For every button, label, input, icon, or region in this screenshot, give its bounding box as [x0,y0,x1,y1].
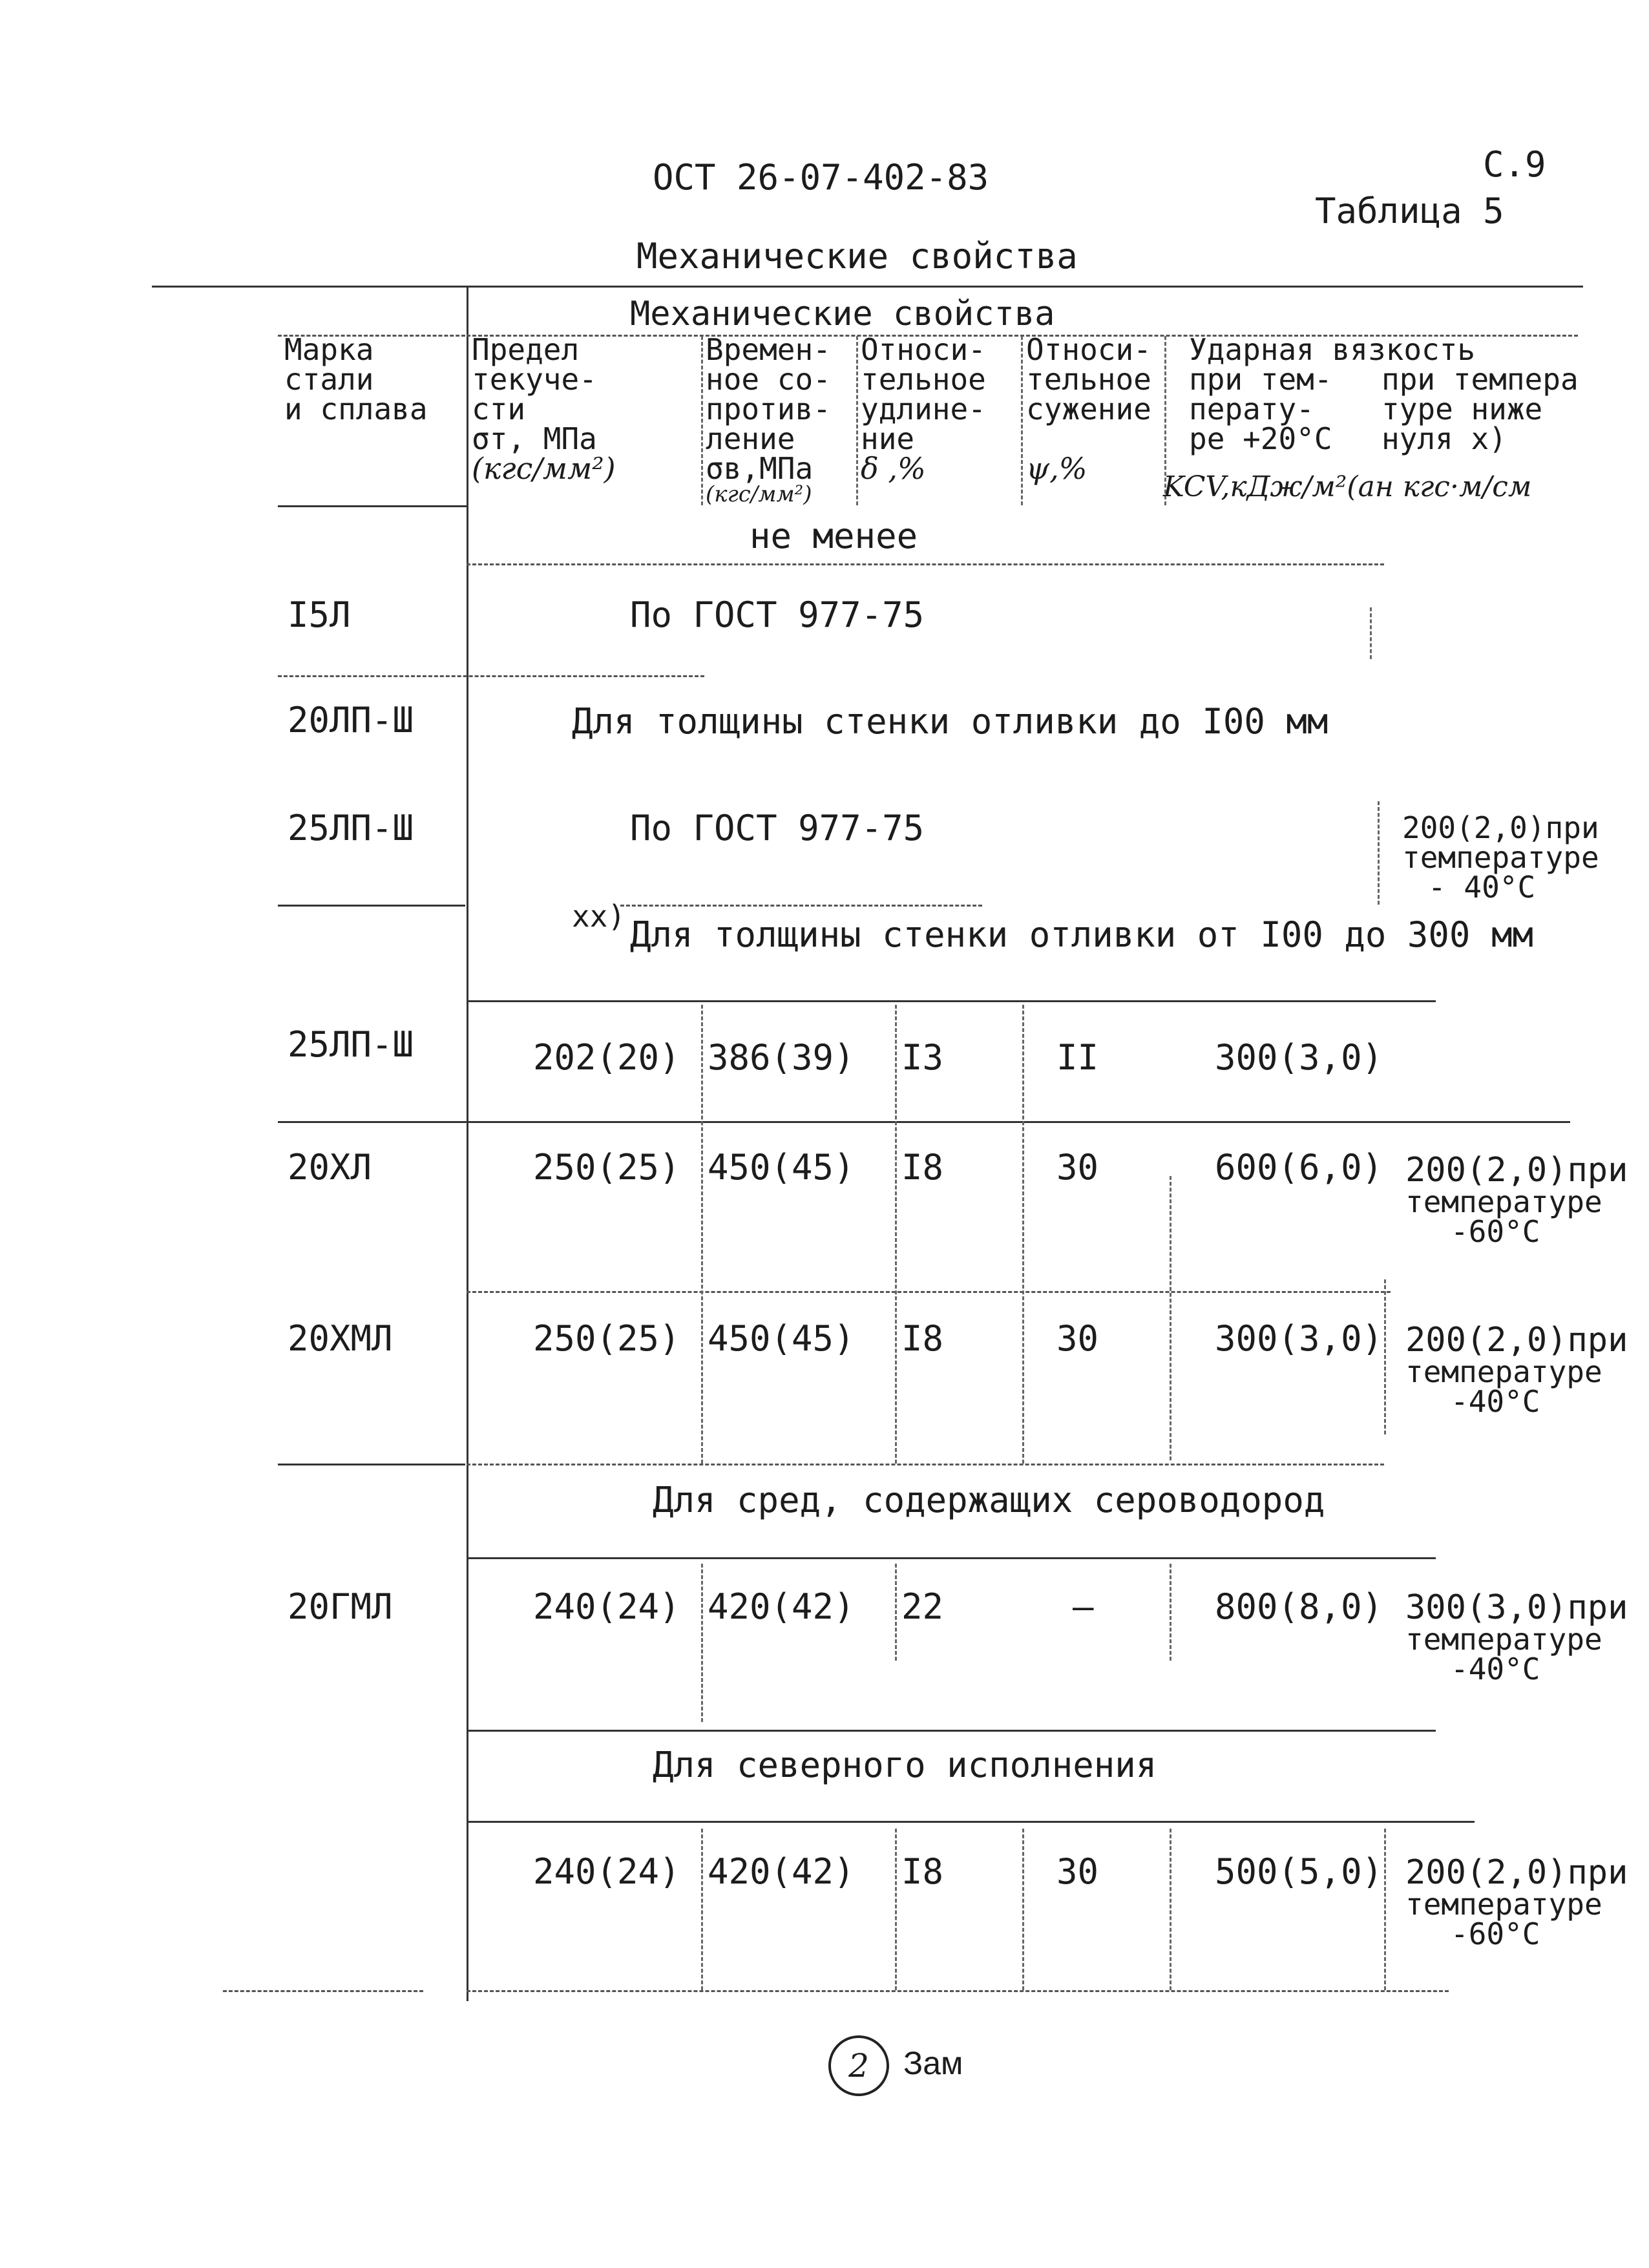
narrowing-value: II [1056,1037,1099,1078]
row-rule [467,1291,1391,1293]
narrowing-value: 30 [1056,1318,1099,1359]
revision-label: Зам [903,2045,963,2081]
section-heading: Для сред, содержащих сероводород [653,1480,1325,1520]
yield-value: 240(24) [533,1586,680,1627]
grade-20lp-sh: 20ЛП-Ш [288,700,414,740]
row-rule [467,1464,1384,1465]
row-rule [467,1000,1436,1002]
min-values-note: не менее [750,516,918,556]
min-row-rule [467,563,1384,565]
table-title: Механические свойства [636,236,1078,277]
row-rule [467,1821,1475,1823]
impact-negative-value: 200(2,0)при температуре - 40°С [1402,810,1599,905]
col-divider [895,1564,897,1661]
impact-20-value: 600(6,0) [1215,1147,1383,1188]
impact-20-value: 300(3,0) [1215,1037,1383,1078]
row-rule [620,905,982,907]
table-top-rule [152,286,1583,288]
impact-negative-value: 200(2,0)при температуре -40°С [1405,1321,1628,1419]
col-divider [1384,1279,1386,1434]
elongation-value: 22 [901,1586,944,1627]
bottom-rule [467,1990,1449,1992]
revision-circle: 2 [828,2035,889,2096]
row-rule [278,1464,465,1465]
header-bottom-rule [278,505,467,507]
row-rule [278,675,704,677]
impact-header: Ударная вязкость [1189,332,1476,367]
table-label: Таблица 5 [1315,191,1504,231]
impact-20-value: 500(5,0) [1215,1851,1383,1892]
header-divider [701,336,703,505]
col-divider [1022,1829,1024,1990]
col-divider [1022,1005,1024,1464]
col-divider [895,1005,897,1464]
row-divider [1378,801,1380,905]
grade-20hl: 20ХЛ [288,1147,372,1188]
col-divider [701,1829,703,1990]
elongation-value: I8 [901,1318,944,1359]
col-header-narrowing: Относи- тельное сужение ψ,% [1026,332,1151,486]
col-divider [1384,1829,1386,1990]
impact-negative-value: 300(3,0)при температуре -40°С [1405,1588,1628,1686]
col-divider [701,1005,703,1464]
col-header-impact-20: при тем- перату- ре +20°С [1189,362,1332,456]
narrowing-value: 30 [1056,1851,1099,1892]
grade-20hml: 20ХМЛ [288,1318,393,1359]
row-rule [467,1730,1436,1732]
impact-units: KCV,кДж/м²(ан кгс·м/см [1163,470,1532,503]
section-heading: Для толщины стенки отливки до I00 мм [572,701,1329,742]
footnote-mark: хх) [572,899,626,934]
section-heading: Для северного исполнения [653,1745,1157,1785]
col-divider [1170,1829,1171,1990]
yield-value: 202(20) [533,1037,680,1078]
col-divider [701,1564,703,1722]
impact-negative-value: 200(2,0)при температуре -60°С [1405,1151,1628,1249]
col-header-impact-negative: при темпера туре ниже нуля х) [1381,362,1579,456]
col-header-tensile: Времен- ное со- против- ление σв,МПа (кгс/мм²) [706,332,831,507]
impact-20-value: 800(8,0) [1215,1586,1383,1627]
tensile-value: 420(42) [708,1586,855,1627]
section-heading: Для толщины стенки отливки от I00 до 300 мм [630,914,1533,955]
col-divider [895,1829,897,1990]
page-number: С.9 [1483,144,1546,185]
grade-15l: I5Л [288,594,351,635]
document-id: ОСТ 26-07-402-83 [653,157,989,198]
impact-20-value: 300(3,0) [1215,1318,1383,1359]
tensile-value: 450(45) [708,1147,855,1188]
grade-20gml: 20ГМЛ [288,1586,393,1627]
standard-ref: По ГОСТ 977-75 [630,594,925,635]
row-rule [278,905,465,907]
col-divider [1170,1564,1171,1661]
row-rule [278,1121,1570,1123]
tensile-value: 420(42) [708,1851,855,1892]
bottom-rule [223,1990,423,1992]
header-divider [1021,336,1023,505]
yield-value: 240(24) [533,1851,680,1892]
narrowing-value: – [1073,1586,1094,1627]
elongation-value: I3 [901,1037,944,1078]
col-header-elongation: Относи- тельное удлине- ние δ ,% [861,332,986,486]
row-rule [467,1557,1436,1559]
col-header-grade: Марка стали и сплава [284,332,428,426]
impact-negative-value: 200(2,0)при температуре -60°С [1405,1853,1628,1951]
narrowing-value: 30 [1056,1147,1099,1188]
header-divider [856,336,858,505]
row-divider [1370,607,1372,659]
standard-ref: По ГОСТ 977-75 [630,808,925,848]
elongation-value: I8 [901,1851,944,1892]
table-vertical-rule [467,286,468,2001]
col-header-yield: Предел текуче- сти σт, МПа (кгс/мм²) [472,332,616,486]
elongation-value: I8 [901,1147,944,1188]
group-header: Механические свойства [630,295,1055,333]
tensile-value: 450(45) [708,1318,855,1359]
tensile-value: 386(39) [708,1037,855,1078]
grade-25lp-sh: 25ЛП-Ш [288,1024,414,1065]
yield-value: 250(25) [533,1147,680,1188]
yield-value: 250(25) [533,1318,680,1359]
grade-25lp-sh: 25ЛП-Ш [288,808,414,848]
col-divider [1170,1176,1171,1460]
